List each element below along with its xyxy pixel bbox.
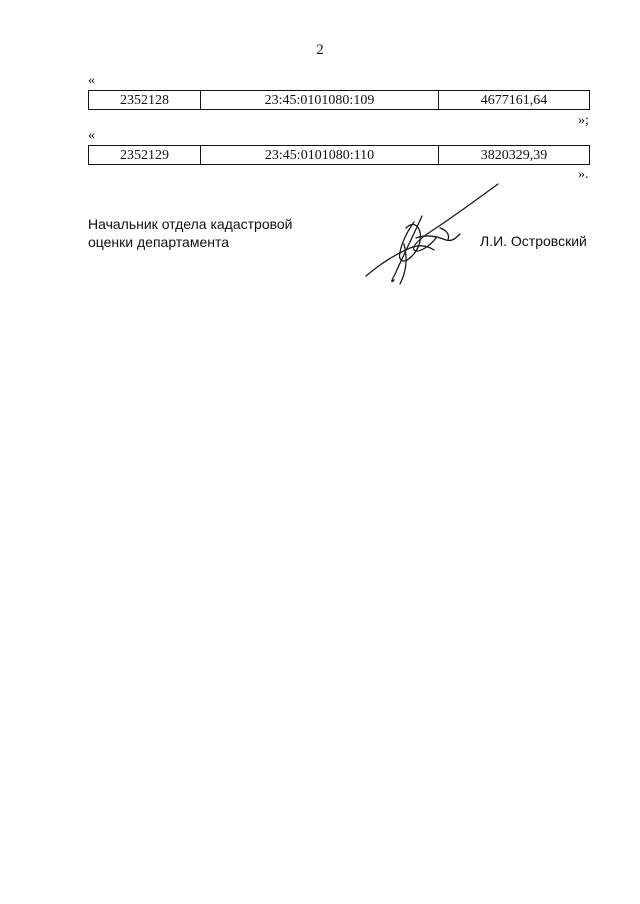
page-number: 2 xyxy=(316,42,324,58)
close-quote: ». xyxy=(578,167,589,182)
table-row xyxy=(89,146,590,165)
signatory-name: Л.И. Островский xyxy=(480,233,587,249)
row-number-cell: 2352128 xyxy=(89,91,201,110)
signatory-position xyxy=(88,215,293,251)
row-number-cell: 2352129 xyxy=(89,146,201,165)
cadastral-value-table xyxy=(88,145,590,165)
open-quote: « xyxy=(88,128,95,143)
table-row xyxy=(89,91,590,110)
signatory-position-line: Начальник отдела кадастровой xyxy=(88,216,293,232)
cadastral-value-cell: 4677161,64 xyxy=(439,91,590,110)
open-quote: « xyxy=(88,73,95,88)
cadastral-number-cell: 23:45:0101080:109 xyxy=(201,91,439,110)
close-quote: »; xyxy=(578,113,589,128)
cadastral-value-table xyxy=(88,90,590,110)
cadastral-number-cell: 23:45:0101080:110 xyxy=(201,146,439,165)
cadastral-value-cell: 3820329,39 xyxy=(439,146,590,165)
signatory-position-line: оценки департамента xyxy=(88,234,230,250)
